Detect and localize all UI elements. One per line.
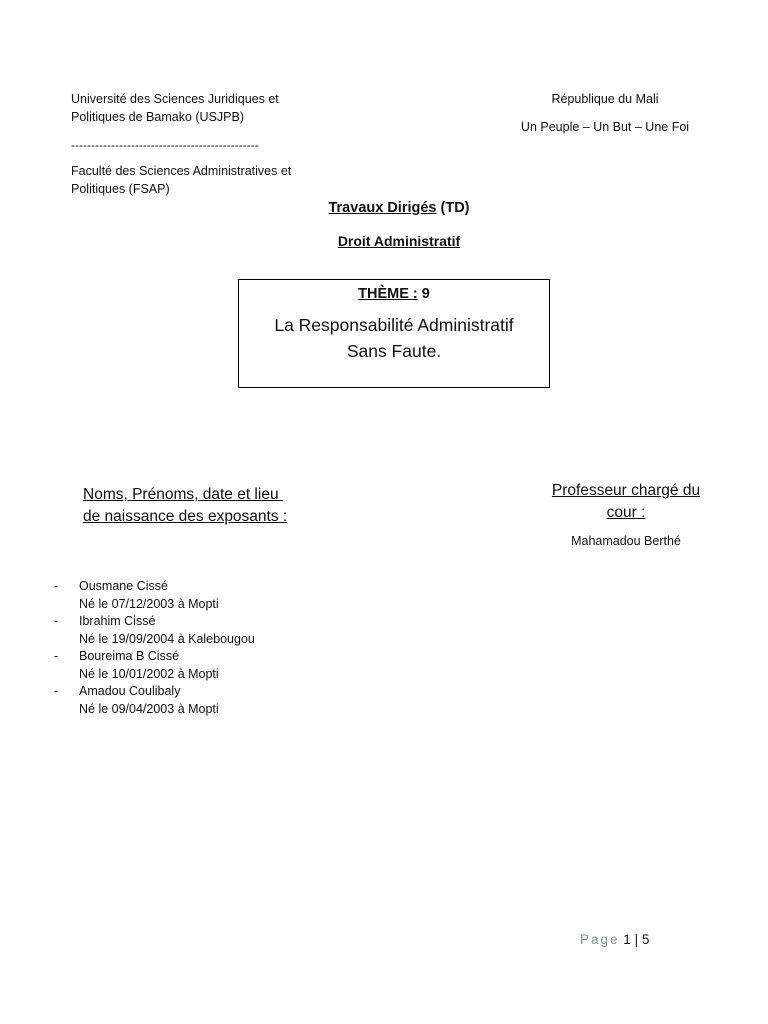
page-word: Page [580, 932, 620, 947]
student-birth: Né le 10/01/2002 à Mopti [79, 666, 219, 681]
professor-heading-line2: cour : [606, 504, 646, 521]
list-bullet: - [54, 614, 59, 628]
list-item [54, 613, 354, 648]
page-footer [580, 932, 649, 947]
student-name: Ousmane Cissé [79, 579, 168, 593]
republic-block [500, 90, 710, 136]
exposants-heading [83, 484, 313, 528]
exposants-heading-line2: de naissance des exposants : [83, 508, 288, 525]
student-birth: Né le 09/04/2003 à Mopti [79, 701, 219, 716]
document-title [0, 200, 768, 216]
student-birth: Né le 07/12/2003 à Mopti [79, 596, 219, 611]
course-title: Droit Administratif [337, 233, 461, 249]
theme-subject [239, 312, 549, 364]
theme-label [239, 286, 549, 302]
page-total: 5 [641, 932, 650, 947]
student-name: Amadou Coulibaly [79, 684, 181, 698]
list-item [54, 648, 354, 683]
document-title-main: Travaux Dirigés [328, 200, 437, 216]
student-name: Boureima B Cissé [79, 649, 180, 663]
list-bullet: - [54, 579, 59, 593]
theme-subject-line2: Sans Faute. [346, 341, 442, 361]
students-list [54, 578, 354, 718]
student-birth: Né le 19/09/2004 à Kalebougou [79, 631, 255, 646]
professor-heading [540, 480, 712, 524]
list-item [54, 578, 354, 613]
national-motto: Un Peuple – Un But – Une Foi [520, 120, 690, 134]
page-separator: | [634, 932, 639, 947]
theme-label-text: THÈME : [358, 286, 418, 302]
page-current: 1 [623, 932, 631, 947]
list-bullet: - [54, 649, 59, 663]
theme-subject-line1: La Responsabilité Administratif [274, 315, 514, 335]
exposants-heading-line1: Noms, Prénoms, date et lieu [83, 486, 283, 503]
republic-name: République du Mali [551, 92, 659, 106]
list-bullet: - [54, 684, 59, 698]
faculty-name: Faculté des Sciences Administratives et Politiques (FSAP) [71, 164, 292, 196]
professor-name: Mahamadou Berthé [571, 534, 681, 548]
university-name: Université des Sciences Juridiques et Politiques de Bamako (USJPB) [71, 92, 279, 124]
theme-box [238, 279, 550, 388]
theme-number: 9 [417, 286, 430, 302]
professor-heading-line1: Professeur chargé du [551, 482, 701, 499]
document-title-suffix: (TD) [436, 200, 470, 216]
header-separator: ----------------------------------------------- [71, 138, 259, 152]
student-name: Ibrahim Cissé [79, 614, 156, 628]
list-item [54, 683, 354, 718]
